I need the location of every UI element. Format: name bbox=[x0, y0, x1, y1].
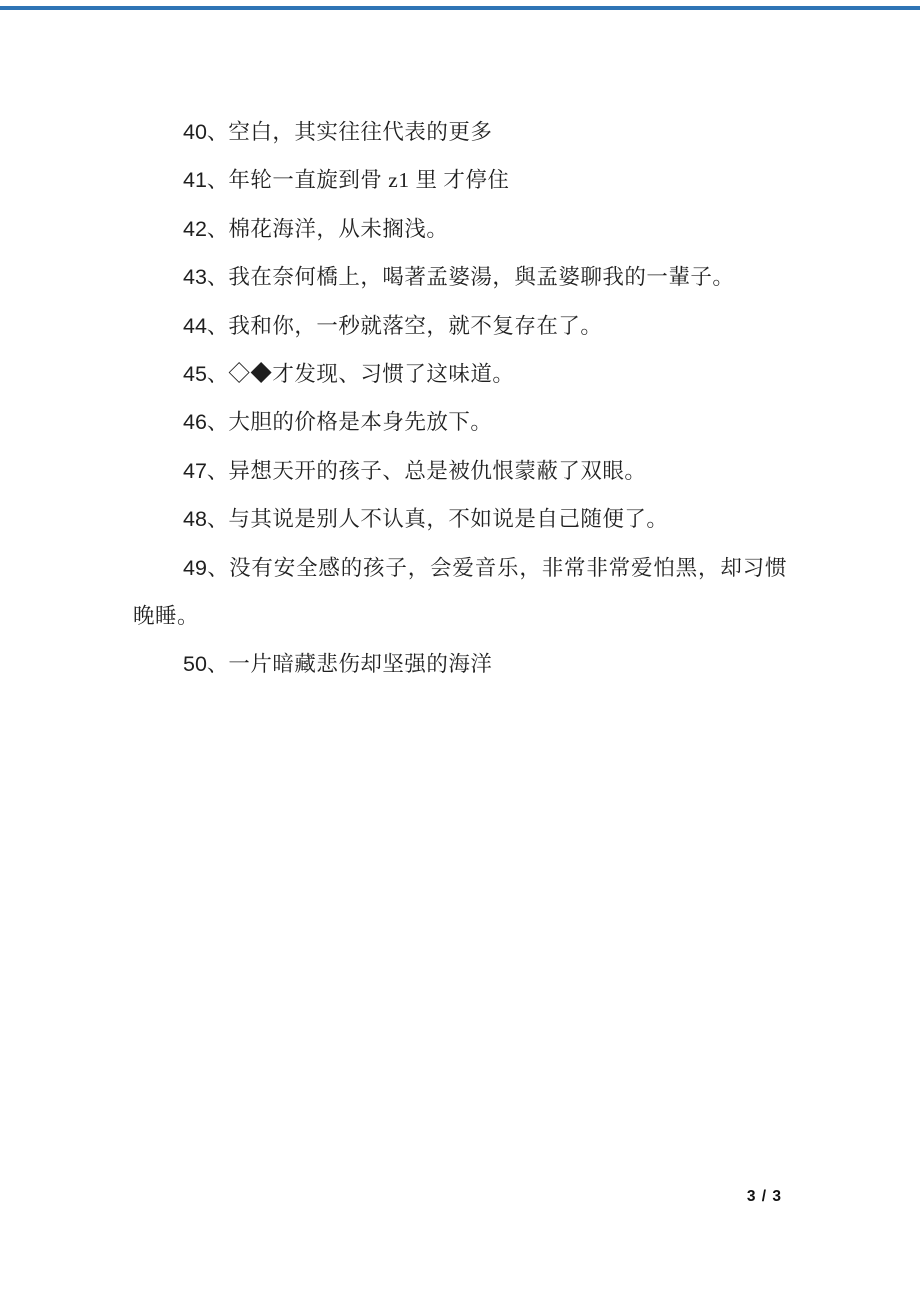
quote-item bbox=[133, 447, 787, 495]
quote-item-text: 没有安全感的孩子，会爱音乐，非常非常爱怕黑，却习惯晚睡。 bbox=[133, 555, 787, 629]
quote-item-number: 46、 bbox=[183, 410, 229, 435]
quote-item bbox=[133, 350, 787, 398]
quote-item-number: 50、 bbox=[183, 652, 229, 677]
quote-item bbox=[133, 156, 787, 204]
quote-item-number: 47、 bbox=[183, 458, 229, 483]
quote-item-text: 空白，其实往往代表的更多 bbox=[228, 120, 493, 144]
quote-item-number: 43、 bbox=[183, 265, 229, 290]
quote-item-number: 42、 bbox=[183, 216, 229, 241]
quote-item-number: 40、 bbox=[183, 120, 229, 144]
quote-item-text: 与其说是别人不认真，不如说是自己随便了。 bbox=[228, 507, 669, 532]
quote-item bbox=[133, 398, 787, 446]
page-top-border bbox=[0, 6, 920, 10]
quote-item-number: 41、 bbox=[183, 168, 229, 193]
quote-item-text: 大胆的价格是本身先放下。 bbox=[228, 410, 493, 435]
page-number: 3 / 3 bbox=[746, 1188, 782, 1205]
quote-item bbox=[133, 302, 787, 350]
quote-item-text: 年轮一直旋到骨 z1 里 才停住 bbox=[228, 168, 510, 193]
quote-item-number: 49、 bbox=[183, 555, 230, 580]
quote-item-number: 44、 bbox=[183, 313, 229, 338]
quote-item bbox=[133, 495, 787, 543]
quote-item-text: 一片暗藏悲伤却坚强的海洋 bbox=[228, 652, 493, 677]
quote-item bbox=[133, 544, 787, 641]
quote-item-number: 45、 bbox=[183, 362, 229, 387]
quote-item bbox=[133, 253, 787, 301]
quote-item bbox=[133, 205, 787, 253]
quote-item-text: 我在奈何橋上，喝著孟婆湯，與孟婆聊我的一輩子。 bbox=[228, 265, 735, 290]
quote-item-text: 我和你，一秒就落空，就不复存在了。 bbox=[228, 313, 603, 338]
quote-item bbox=[133, 108, 787, 156]
quote-item-number: 48、 bbox=[183, 507, 229, 532]
quote-list bbox=[133, 108, 787, 689]
quote-item-text: 异想天开的孩子、总是被仇恨蒙蔽了双眼。 bbox=[228, 458, 647, 483]
quote-item-text: 棉花海洋，从未搁浅。 bbox=[228, 216, 449, 241]
quote-item bbox=[133, 640, 787, 688]
quote-item-text: ◇◆才发现、习惯了这味道。 bbox=[228, 362, 515, 387]
